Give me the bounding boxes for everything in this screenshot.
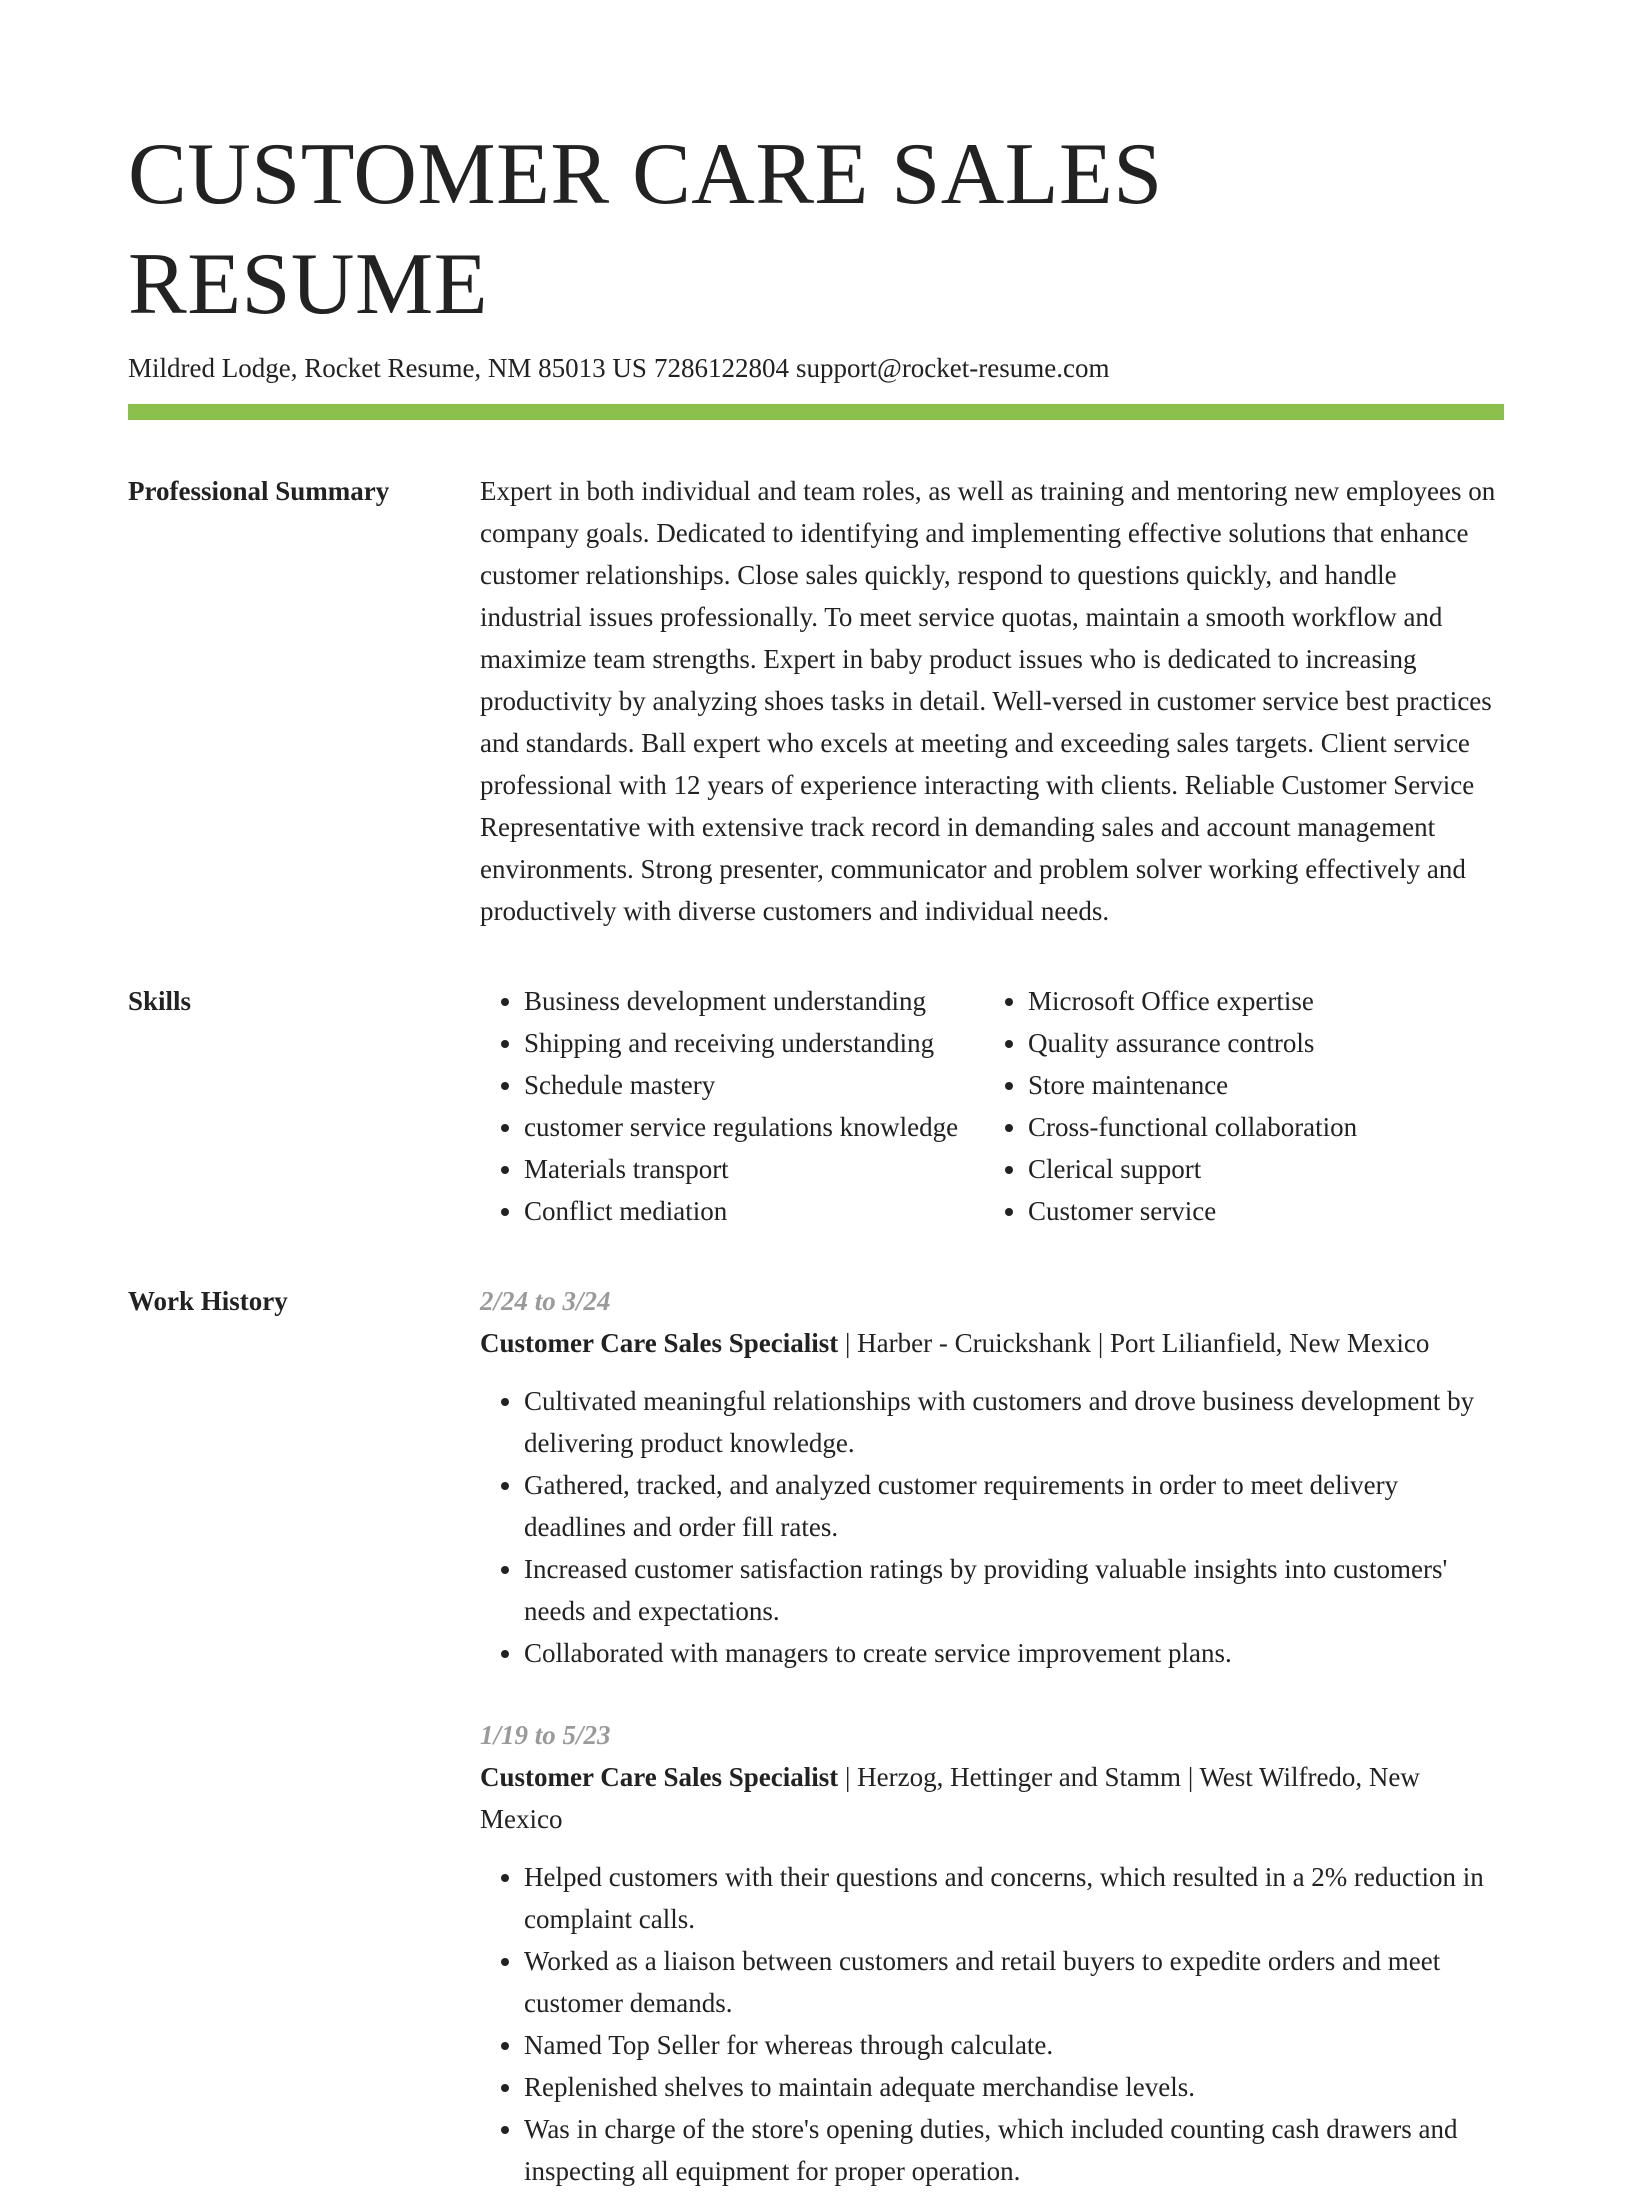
skill-item: • Materials transport	[524, 1148, 984, 1190]
skills-column-2	[984, 980, 1357, 1232]
duty-item: • Was in charge of the store's opening duties, which included counting cash drawers and inspecting all equipment for proper operation.	[524, 2108, 1504, 2192]
job-company: Harber - Cruickshank	[857, 1328, 1092, 1358]
contact-address: Mildred Lodge, Rocket Resume, NM 85013 US	[128, 353, 647, 383]
duty-item: • Worked as a liaison between customers and retail buyers to expedite orders and meet customer demands.	[524, 1940, 1504, 2024]
job-company: Herzog, Hettinger and Stamm	[857, 1762, 1182, 1792]
skill-item: • Quality assurance controls	[1028, 1022, 1357, 1064]
skill-item: • Customer service	[1028, 1190, 1357, 1232]
skill-item: • Clerical support	[1028, 1148, 1357, 1190]
skill-item: • Microsoft Office expertise	[1028, 980, 1357, 1022]
section-label-skills: Skills	[128, 986, 192, 1016]
duty-item: • Named Top Seller for whereas through calculate.	[524, 2024, 1504, 2066]
job-duties	[480, 1856, 1504, 2192]
skills-section	[128, 980, 1504, 1232]
contact-email: support@rocket-resume.com	[795, 353, 1110, 383]
job-separator: |	[838, 1762, 858, 1792]
resume-title: CUSTOMER CARE SALES RESUME	[128, 126, 1163, 333]
skill-item: • Store maintenance	[1028, 1064, 1357, 1106]
job-separator: |	[838, 1328, 858, 1358]
job-dates: 1/19 to 5/23	[480, 1720, 611, 1750]
job-location: West Wilfredo, New Mexico	[480, 1762, 1420, 1834]
skill-item: • Cross-functional collaboration	[1028, 1106, 1357, 1148]
job-separator: |	[1091, 1328, 1110, 1358]
skills-column-1	[480, 980, 984, 1232]
skill-item: • customer service regulations knowledge	[524, 1106, 984, 1148]
duty-item: • Helped customers with their questions and concerns, which resulted in a 2% reduction in complaint calls.	[524, 1856, 1504, 1940]
duty-item: • Cultivated meaningful relationships with customers and drove business development by delivering product knowledge.	[524, 1380, 1504, 1464]
duty-item: • Gathered, tracked, and analyzed customer requirements in order to meet delivery deadlines and order fill rates.	[524, 1464, 1504, 1548]
header-accent-rule	[128, 404, 1504, 420]
job-entry	[480, 1280, 1504, 1674]
job-title: Customer Care Sales Specialist	[480, 1762, 839, 1792]
contact-phone: 7286122804	[653, 353, 789, 383]
skill-item: • Conflict mediation	[524, 1190, 984, 1232]
job-separator: |	[1181, 1762, 1200, 1792]
duty-item: • Replenished shelves to maintain adequate merchandise levels.	[524, 2066, 1504, 2108]
duty-item: • Increased customer satisfaction ratings by providing valuable insights into customers' needs and expectations.	[524, 1548, 1504, 1632]
section-label-work-history: Work History	[128, 1286, 288, 1316]
section-label-summary: Professional Summary	[128, 476, 390, 506]
duty-item: • Collaborated with managers to create service improvement plans.	[524, 1632, 1504, 1674]
job-location: Port Lilianfield, New Mexico	[1109, 1328, 1430, 1358]
job-duties	[480, 1380, 1504, 1674]
job-entry	[480, 1714, 1504, 2192]
resume-page	[128, 120, 1504, 2192]
job-dates: 2/24 to 3/24	[480, 1286, 611, 1316]
skill-item: • Schedule mastery	[524, 1064, 984, 1106]
summary-text: Expert in both individual and team roles, as well as training and mentoring new employees on company goals. Dedicated to identifying and implementing effective solutions that enhance customer relationships. Close sales quickly, respond to questions quickly, and handle industrial issues professionally. To meet service quotas, maintain a smooth workflow and maximize team strengths. Expert in baby product issues who is dedicated to increasing productivity by analyzing shoes tasks in detail. Well-versed in customer service best practices and standards. Ball expert who excels at meeting and exceeding sales targets. Client service professional with 12 years of experience interacting with clients. Reliable Customer Service Representative with extensive track record in demanding sales and account management environments. Strong presenter, communicator and problem solver working effectively and productively with diverse customers and individual needs.	[480, 476, 1496, 926]
contact-line	[128, 348, 1504, 388]
professional-summary-section	[128, 470, 1504, 932]
job-heading	[480, 1756, 1504, 1840]
skill-item: • Shipping and receiving understanding	[524, 1022, 984, 1064]
work-history-section	[128, 1280, 1504, 2192]
skill-item: • Business development understanding	[524, 980, 984, 1022]
job-title: Customer Care Sales Specialist	[480, 1328, 839, 1358]
job-heading	[480, 1322, 1504, 1364]
